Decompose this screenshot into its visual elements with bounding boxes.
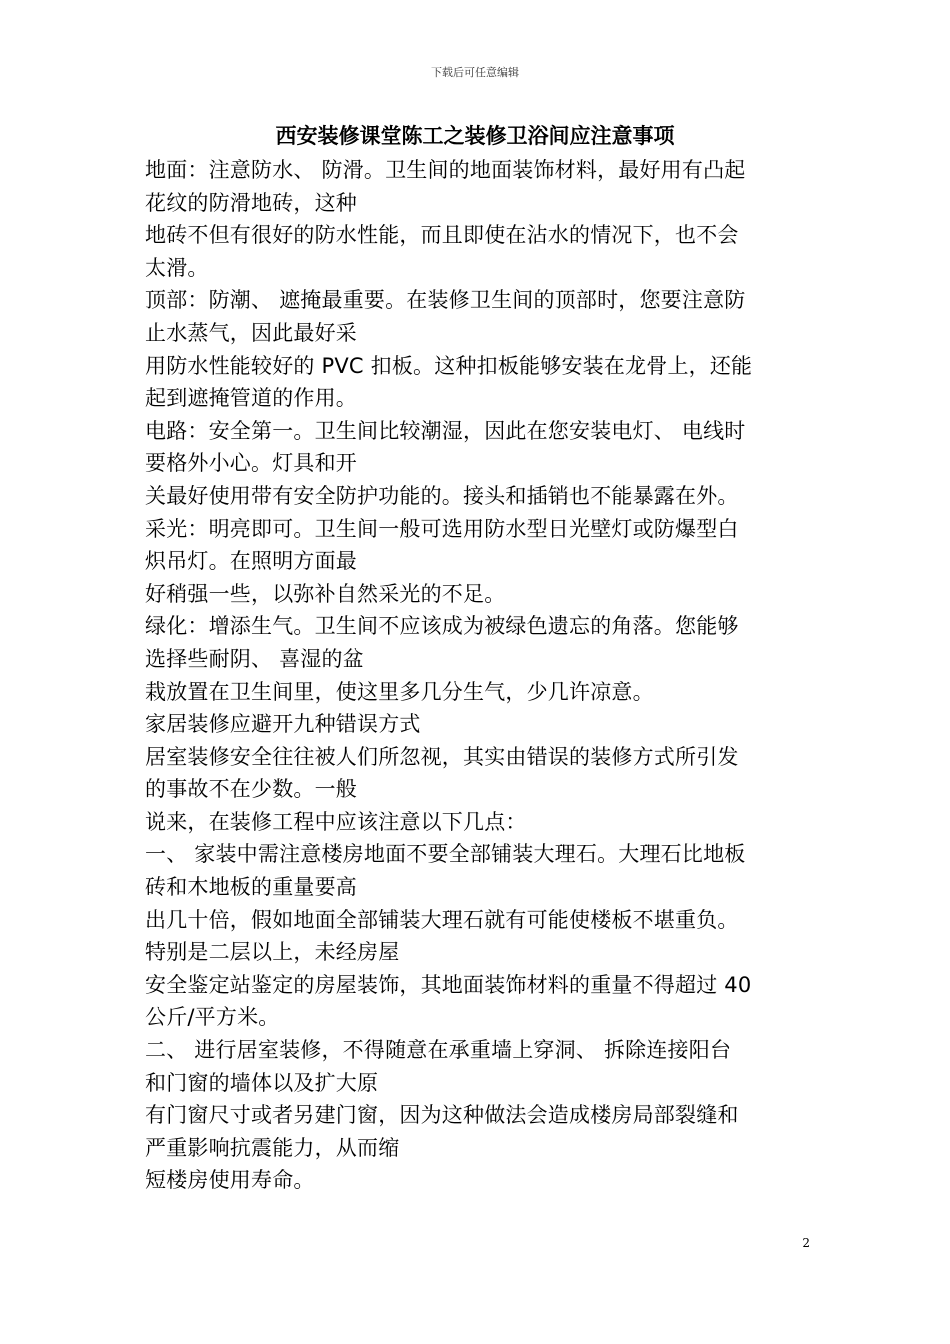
body-line: 止水蒸气，因此最好采 (145, 320, 357, 345)
body-line: 公斤/平方米。 (145, 1005, 280, 1030)
body-line: 地砖不但有很好的防水性能，而且即使在沾水的情况下，也不会 (145, 223, 739, 248)
body-line: 的事故不在少数。一般 (145, 777, 357, 802)
body-line: 用防水性能较好的 PVC 扣板。这种扣板能够安装在龙骨上，还能 (145, 353, 753, 378)
body-line: 花纹的防滑地砖，这种 (145, 190, 357, 215)
body-line: 绿化：增添生气。卫生间不应该成为被绿色遗忘的角落。您能够 (145, 614, 739, 639)
page-number: 2 (802, 1236, 810, 1250)
body-line: 电路：安全第一。卫生间比较潮湿，因此在您安装电灯、 电线时 (145, 418, 746, 443)
section-heading: 家居装修应避开九种错误方式 (145, 712, 421, 737)
document-body (145, 154, 810, 1197)
body-line: 说来，在装修工程中应该注意以下几点： (145, 809, 527, 834)
body-line: 要格外小心。灯具和开 (145, 451, 357, 476)
body-line: 严重影响抗震能力，从而缩 (145, 1135, 400, 1160)
body-line: 出几十倍，假如地面全部铺装大理石就有可能使楼板不堪重负。 (145, 907, 739, 932)
body-line: 居室装修安全往往被人们所忽视，其实由错误的装修方式所引发 (145, 744, 739, 769)
body-line: 二、 进行居室装修，不得随意在承重墙上穿洞、 拆除连接阳台 (145, 1038, 732, 1063)
body-line: 栽放置在卫生间里，使这里多几分生气，少几许凉意。 (145, 679, 654, 704)
body-line: 砖和木地板的重量要高 (145, 875, 357, 900)
body-line: 一、 家装中需注意楼房地面不要全部铺装大理石。大理石比地板 (145, 842, 746, 867)
body-line: 顶部：防潮、 遮掩最重要。在装修卫生间的顶部时，您要注意防 (145, 288, 746, 313)
body-line: 安全鉴定站鉴定的房屋装饰，其地面装饰材料的重量不得超过 40 (145, 972, 752, 997)
body-line: 好稍强一些，以弥补自然采光的不足。 (145, 581, 506, 606)
body-line: 特别是二层以上，未经房屋 (145, 940, 400, 965)
body-line: 短楼房使用寿命。 (145, 1168, 315, 1193)
header-note: 下载后可任意编辑 (431, 66, 519, 79)
body-line: 炽吊灯。在照明方面最 (145, 549, 357, 574)
body-line: 关最好使用带有安全防护功能的。接头和插销也不能暴露在外。 (145, 483, 739, 508)
document-title: 西安装修课堂陈工之装修卫浴间应注意事项 (275, 124, 675, 148)
body-line: 采光：明亮即可。卫生间一般可选用防水型日光壁灯或防爆型白 (145, 516, 739, 541)
body-line: 太滑。 (145, 255, 209, 280)
body-line: 选择些耐阴、 喜湿的盆 (145, 646, 364, 671)
body-line: 和门窗的墙体以及扩大原 (145, 1070, 379, 1095)
body-line: 地面：注意防水、 防滑。卫生间的地面装饰材料，最好用有凸起 (145, 158, 746, 182)
body-line: 起到遮掩管道的作用。 (145, 386, 357, 411)
body-line: 有门窗尺寸或者另建门窗，因为这种做法会造成楼房局部裂缝和 (145, 1103, 739, 1128)
